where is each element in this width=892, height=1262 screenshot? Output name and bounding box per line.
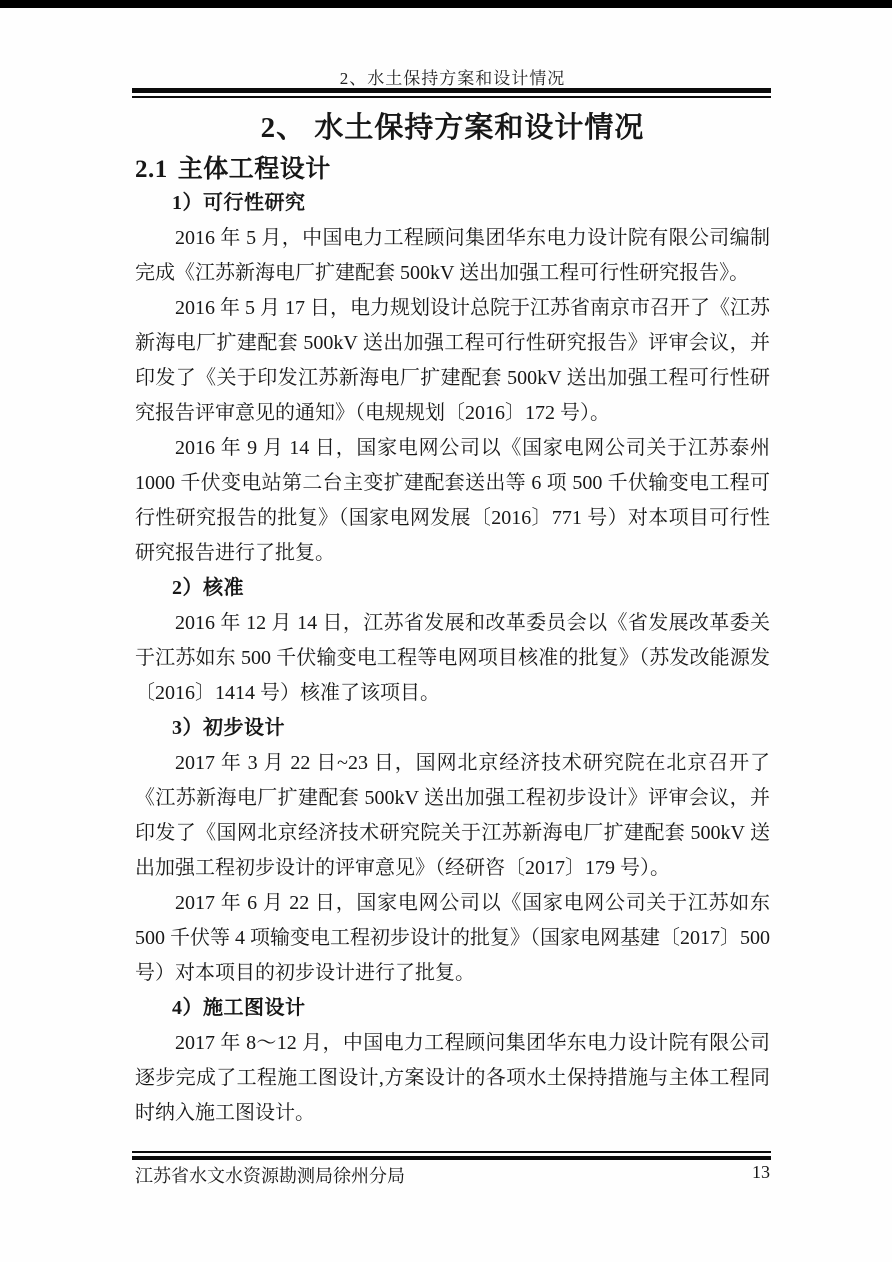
chapter-title: 2、 水土保持方案和设计情况 [260,112,645,144]
paragraph: 2016 年 5 月 17 日，电力规划设计总院于江苏省南京市召开了《江苏新海电厂扩建配套 500kV 送出加强工程可行性研究报告》评审会议，并印发了《关于印发江苏新海电厂扩建配套 500kV 送出加强工程可行性研究报告评审意见的通知》（电规规划〔2016〕172 号）。 [135,297,770,424]
paragraph: 2016 年 9 月 14 日，国家电网公司以《国家电网公司关于江苏泰州 1000 千伏变电站第二台主变扩建配套送出等 6 项 500 千伏输变电工程可行性研究报告的批复》（国家电网发展〔2016〕771 号）对本项目可行性研究报告进行了批复。 [135,437,770,564]
footer-rule [132,1151,771,1160]
subheading-feasibility-study: 1）可行性研究 [172,192,306,214]
paragraph: 2016 年 12 月 14 日，江苏省发展和改革委员会以《省发展改革委关于江苏如东 500 千伏输变电工程等电网项目核准的批复》（苏发改能源发〔2016〕1414 号）核准了该项目。 [135,612,770,704]
section-heading [135,149,770,185]
section-number: 2.1 [135,156,168,183]
footer-organization: 江苏省水文水资源勘测局徐州分局 [135,1166,405,1186]
subheading-preliminary-design: 3）初步设计 [172,717,285,739]
paragraph: 2017 年 6 月 22 日，国家电网公司以《国家电网公司关于江苏如东 500 千伏等 4 项输变电工程初步设计的批复》（国家电网基建〔2017〕500 号）对本项目的初步设计进行了批复。 [135,892,770,984]
page-footer [135,1162,770,1188]
paragraph: 2017 年 8～12 月，中国电力工程顾问集团华东电力设计院有限公司逐步完成了工程施工图设计,方案设计的各项水土保持措施与主体工程同时纳入施工图设计。 [135,1032,770,1124]
subheading-construction-drawing-design: 4）施工图设计 [172,997,306,1019]
page-number: 13 [752,1162,770,1182]
document-body [135,186,770,1131]
header-rule [132,88,771,98]
subheading-approval: 2）核准 [172,577,244,599]
paragraph: 2016 年 5 月，中国电力工程顾问集团华东电力设计院有限公司编制完成《江苏新海电厂扩建配套 500kV 送出加强工程可行性研究报告》。 [135,227,770,284]
section-title: 主体工程设计 [177,156,331,183]
paragraph: 2017 年 3 月 22 日~23 日，国网北京经济技术研究院在北京召开了《江苏新海电厂扩建配套 500kV 送出加强工程初步设计》评审会议，并印发了《国网北京经济技术研究院关于江苏新海电厂扩建配套 500kV 送出加强工程初步设计的评审意见》（经研咨〔2017〕179 号）。 [135,752,770,879]
scan-artifact-top-bar [0,0,892,8]
running-header: 2、水土保持方案和设计情况 [339,69,566,88]
